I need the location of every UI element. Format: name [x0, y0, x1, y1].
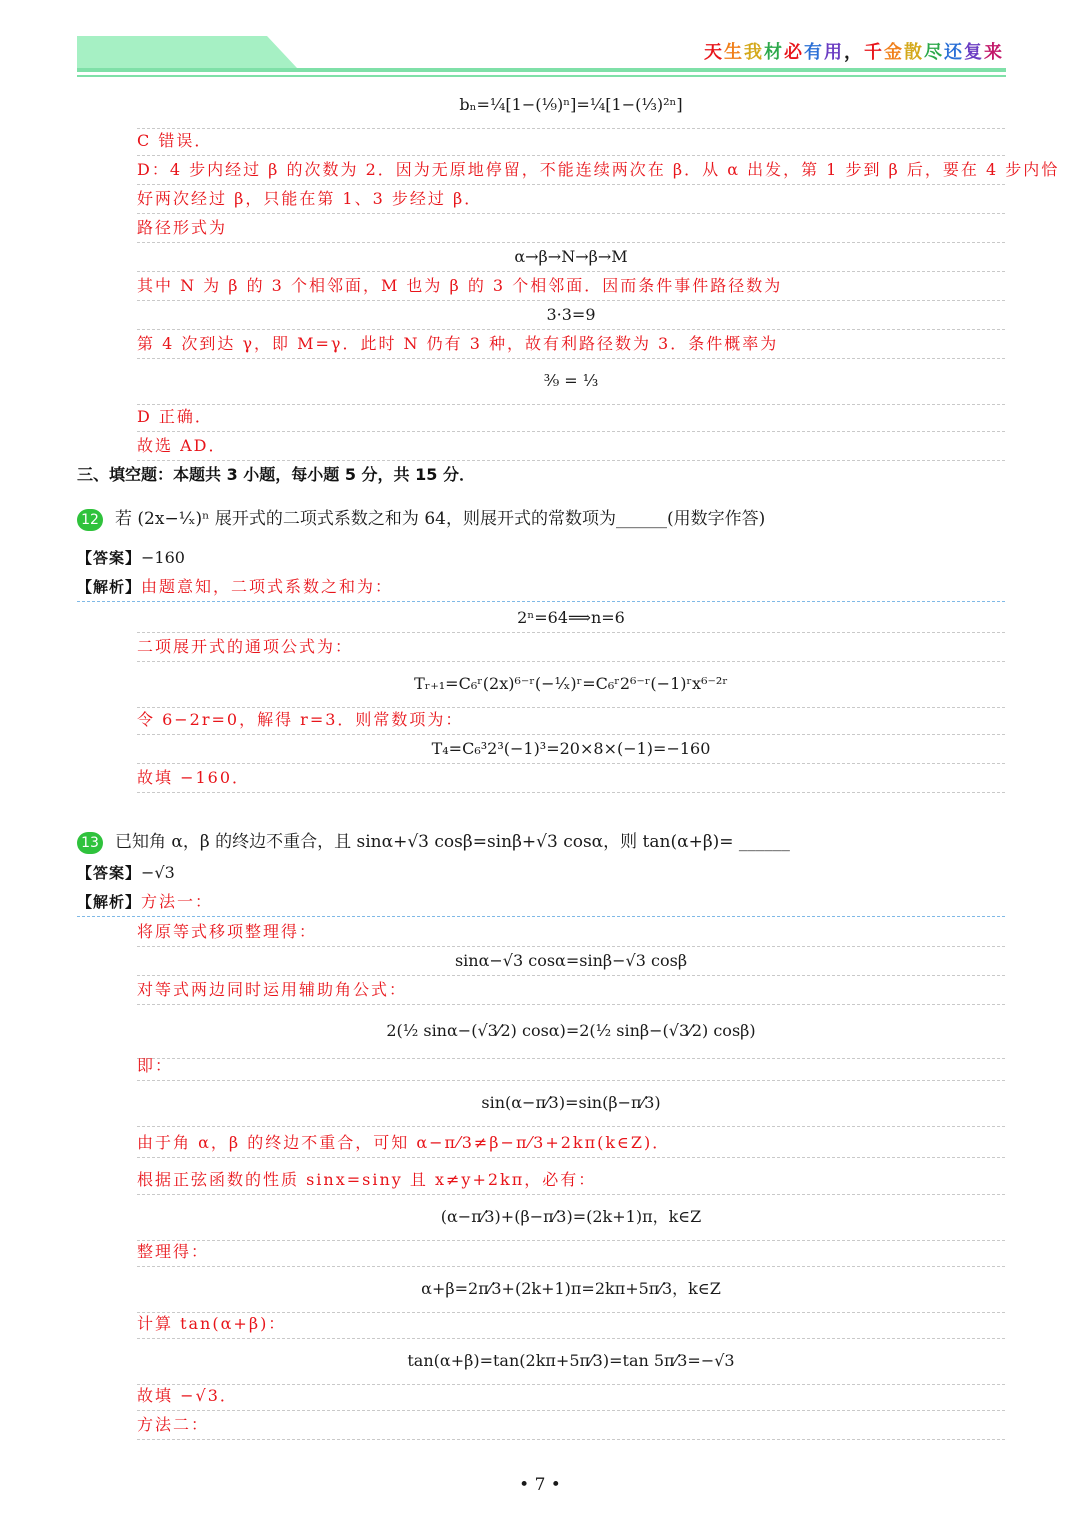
formula-sine: sin(α−π⁄3)=sin(β−π⁄3) [137, 1080, 1005, 1127]
formula-sum: (α−π⁄3)+(β−π⁄3)=(2k+1)π，k∈Z [137, 1194, 1005, 1241]
slogan-char: 金 [884, 42, 904, 63]
formula: sinα−√3 cosα=sinβ−√3 cosβ [137, 946, 1005, 976]
slogan-char: 必 [784, 42, 804, 63]
solution-line: 其中 N 为 β 的 3 个相邻面，M 也为 β 的 3 个相邻面．因而条件事件路径数为 [137, 271, 1005, 301]
answer-label: 【答案】 [77, 549, 142, 567]
page-number: • 7 • [519, 1475, 561, 1495]
slogan-char: ， [844, 42, 864, 63]
question-13 [77, 828, 1005, 857]
slogan-char: 我 [744, 42, 764, 63]
solution-line: 故填 −160． [137, 763, 1005, 793]
header-rule-thin [77, 75, 1006, 77]
solution-line: 令 6−2r=0，解得 r=3．则常数项为： [137, 705, 1005, 735]
solution-line: 将原等式移项整理得： [137, 917, 1005, 947]
formula-probability: ³⁄₉ = ¹⁄₃ [137, 358, 1005, 405]
solution-line: 二项展开式的通项公式为： [137, 632, 1005, 662]
solution-line: C 错误． [137, 126, 1005, 156]
answer-label: 【答案】 [77, 864, 142, 882]
formula-general-term: Tᵣ₊₁=C₆ʳ(2x)⁶⁻ʳ(−¹⁄ₓ)ʳ=C₆ʳ2⁶⁻ʳ(−1)ʳx⁶⁻²ʳ [137, 661, 1005, 708]
solution-line: 故填 −√3． [137, 1381, 1005, 1411]
solution-line: 由于角 α，β 的终边不重合，可知 α−π⁄3≠β−π⁄3+2kπ(k∈Z)． [137, 1128, 1005, 1158]
answer-value: −√3 [141, 863, 175, 882]
formula-alpha-beta: α+β=2π⁄3+(2k+1)π=2kπ+5π⁄3，k∈Z [137, 1266, 1005, 1313]
slogan-char: 生 [724, 42, 744, 63]
analysis-label: 【解析】 [77, 578, 142, 596]
solution-line: 根据正弦函数的性质 sinx=siny 且 x≠y+2kπ，必有： [137, 1165, 1005, 1195]
slogan-char: 千 [864, 42, 884, 63]
solution-line: 好两次经过 β，只能在第 1、3 步经过 β． [137, 184, 1005, 214]
slogan-char: 用 [824, 42, 844, 63]
answer-row [77, 543, 1005, 572]
slogan-char: 有 [804, 42, 824, 63]
slogan-char: 散 [904, 42, 924, 63]
analysis-label: 【解析】 [77, 893, 142, 911]
question-number-badge: 13 [77, 832, 103, 854]
formula-path: α→β→N→β→M [137, 242, 1005, 272]
solution-line: 对等式两边同时运用辅助角公式： [137, 975, 1005, 1005]
solution-line: 第 4 次到达 γ，即 M=γ．此时 N 仍有 3 种，故有利路径数为 3．条件概率为 [137, 329, 1005, 359]
header-band [77, 36, 297, 68]
slogan-char: 复 [964, 42, 984, 63]
header-rule [77, 68, 1006, 72]
header-slogan [704, 38, 1004, 64]
solution-line: 故选 AD． [137, 431, 1005, 461]
formula-count: 3·3=9 [137, 300, 1005, 330]
formula-bn: bₙ=¹⁄₄[1−(¹⁄₉)ⁿ]=¹⁄₄[1−(¹⁄₃)²ⁿ] [137, 82, 1005, 129]
formula: 2ⁿ=64⟹n=6 [137, 603, 1005, 633]
solution-line: 即： [137, 1051, 1005, 1081]
slogan-char: 天 [704, 42, 724, 63]
answer-value: −160 [141, 548, 185, 567]
solution-line: D：4 步内经过 β 的次数为 2．因为无原地停留，不能连续两次在 β．从 α 出发，第 1 步到 β 后，要在 4 步内恰 [137, 155, 1005, 185]
slogan-char: 来 [984, 42, 1004, 63]
solution-line: 整理得： [137, 1237, 1005, 1267]
question-number-badge: 12 [77, 509, 103, 531]
analysis-text: 方法一： [141, 892, 214, 911]
section-heading: 三、填空题：本题共 3 小题，每小题 5 分，共 15 分． [77, 465, 475, 484]
formula-tan: tan(α+β)=tan(2kπ+5π⁄3)=tan 5π⁄3=−√3 [137, 1338, 1005, 1385]
answer-row [77, 858, 1005, 887]
solution-line: 方法二： [137, 1410, 1005, 1440]
formula-auxiliary-angle: 2(¹⁄₂ sinα−(√3⁄2) cosα)=2(¹⁄₂ sinβ−(√3⁄2) cosβ) [137, 1004, 1005, 1059]
slogan-char: 材 [764, 42, 784, 63]
question-text: 若 (2x−¹⁄ₓ)ⁿ 展开式的二项式系数之和为 64，则展开式的常数项为______(用数字作答) [115, 509, 766, 529]
formula-t4: T₄=C₆³2³(−1)³=20×8×(−1)=−160 [137, 734, 1005, 764]
question-12 [77, 496, 1005, 542]
analysis-text: 由题意知，二项式系数之和为： [141, 577, 394, 596]
slogan-char: 尽 [924, 42, 944, 63]
solution-line: D 正确． [137, 402, 1005, 432]
solution-line: 路径形式为 [137, 213, 1005, 243]
solution-line: 计算 tan(α+β)： [137, 1309, 1005, 1339]
question-text: 已知角 α，β 的终边不重合，且 sinα+√3 cosβ=sinβ+√3 cosα，则 tan(α+β)= ______ [115, 832, 790, 852]
analysis-row [77, 572, 1005, 602]
slogan-char: 还 [944, 42, 964, 63]
analysis-row [77, 887, 1005, 917]
